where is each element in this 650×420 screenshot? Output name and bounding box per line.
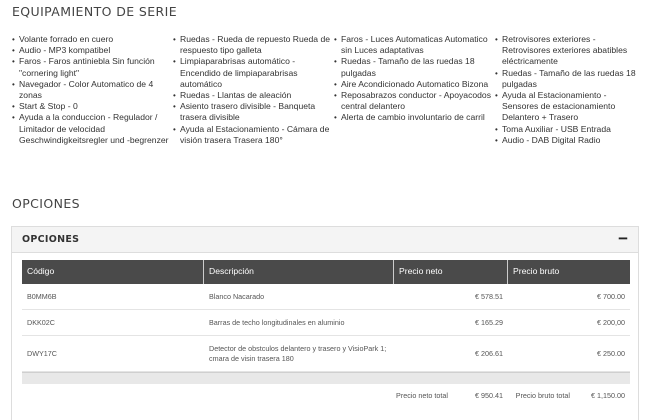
equipment-item: • Ayuda al Estacionamiento - Cámara de visión trasera Trasera 180° <box>173 124 331 146</box>
equipment-item: • Faros - Faros antiniebla Sin función "cornering light" <box>12 56 170 78</box>
equipment-item: • Ayuda al Estacionamiento - Sensores de estacionamiento Delantero + Trasero <box>495 90 645 124</box>
equipment-column-1 <box>12 34 170 146</box>
column-header-net-price[interactable]: Precio neto <box>394 260 508 284</box>
option-net-price: € 165.29 <box>475 318 503 327</box>
equipment-item: • Faros - Luces Automaticas Automatico sin Luces adaptativas <box>334 34 492 56</box>
options-panel-header[interactable] <box>12 227 638 253</box>
totals-row <box>22 384 630 406</box>
option-net-price: € 578.51 <box>475 292 503 301</box>
net-total-label: Precio neto total <box>396 390 448 400</box>
equipment-item: • Ruedas - Llantas de aleación <box>173 90 331 101</box>
option-net-price: € 206.61 <box>475 349 503 358</box>
option-gross-price: € 250.00 <box>597 349 625 358</box>
column-header-gross-price[interactable]: Precio bruto <box>513 266 560 276</box>
equipment-column-4 <box>495 34 645 146</box>
equipment-column-2 <box>173 34 331 146</box>
table-row <box>22 336 630 372</box>
equipment-item: • Aire Acondicionado Automatico Bizona <box>334 79 492 90</box>
equipment-item: • Reposabrazos conductor - Apoyacodos central delantero <box>334 90 492 112</box>
equipment-item: • Ayuda a la conduccion - Regulador / Limitador de velocidad Geschwindigkeitsregler und -begrenzer <box>12 112 170 146</box>
equipment-item: • Volante forrado en cuero <box>12 34 170 45</box>
equipment-item: • Alerta de cambio involuntario de carril <box>334 112 492 123</box>
table-row <box>22 284 630 310</box>
option-description: Barras de techo longitudinales en aluminio <box>209 317 345 327</box>
options-panel <box>11 226 639 420</box>
equipment-item: • Ruedas - Tamaño de las ruedas 18 pulgadas <box>495 68 645 90</box>
equipment-item: • Toma Auxiliar - USB Entrada <box>495 124 645 135</box>
gross-total-value: € 1,150.00 <box>591 390 625 400</box>
table-header <box>22 260 630 284</box>
equipment-item: • Asiento trasero divisible - Banqueta trasera divisible <box>173 101 331 123</box>
equipment-item: • Retrovisores exteriores - Retrovisores exteriores abatibles eléctricamente <box>495 34 645 68</box>
option-gross-price: € 200,00 <box>597 318 625 327</box>
equipment-section-title: EQUIPAMIENTO DE SERIE <box>12 4 178 19</box>
column-header-description[interactable]: Descripción <box>204 260 394 284</box>
equipment-item: • Ruedas - Tamaño de las ruedas 18 pulgadas <box>334 56 492 78</box>
equipment-column-3 <box>334 34 492 124</box>
option-description: Detector de obstculos delantero y trasero y VisioPark 1; cmara de visin trasera 180 <box>209 344 387 363</box>
option-code: DWY17C <box>27 349 57 358</box>
option-code: B0MM6B <box>27 292 57 301</box>
equipment-item: • Audio - MP3 kompatibel <box>12 45 170 56</box>
gross-total-label: Precio bruto total <box>515 390 570 400</box>
table-divider <box>22 372 630 384</box>
options-panel-title: OPCIONES <box>22 234 80 245</box>
options-section-title: OPCIONES <box>12 196 81 211</box>
equipment-item: • Audio - DAB Digital Radio <box>495 135 645 146</box>
collapse-icon[interactable]: − <box>618 229 628 248</box>
net-total-value: € 950.41 <box>475 390 503 400</box>
options-table <box>22 260 630 406</box>
equipment-item: • Start & Stop - 0 <box>12 101 170 112</box>
equipment-item: • Ruedas - Rueda de repuesto Rueda de respuesto tipo galleta <box>173 34 331 56</box>
column-header-code[interactable]: Código <box>22 260 204 284</box>
equipment-item: • Limpiaparabrisas automático - Encendido de limpiaparabrisas automático <box>173 56 331 90</box>
option-gross-price: € 700.00 <box>597 292 625 301</box>
equipment-item: • Navegador - Color Automatico de 4 zonas <box>12 79 170 101</box>
option-code: DKK02C <box>27 318 55 327</box>
option-description: Blanco Nacarado <box>209 291 265 301</box>
table-row <box>22 310 630 336</box>
